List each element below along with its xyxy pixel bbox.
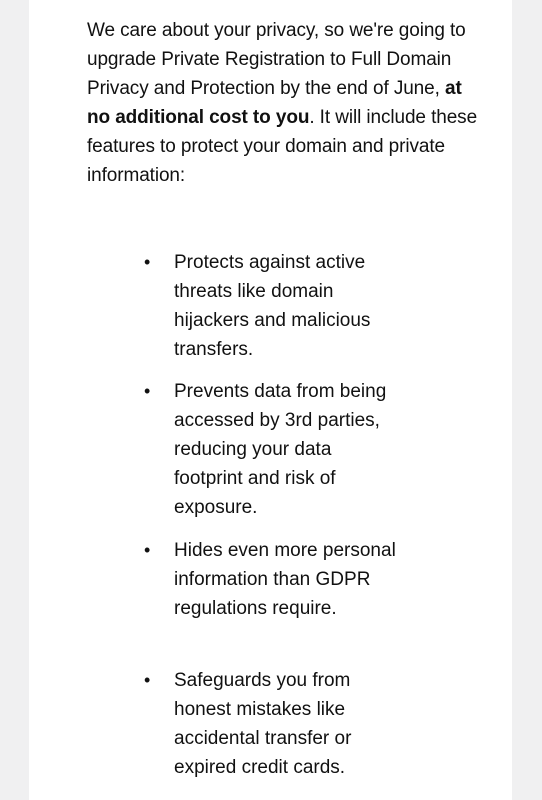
intro-text-end: . It will include these features to protect your domain and private information:	[87, 107, 478, 186]
intro-text-start: We care about your privacy, so we're going to upgrade Private Registration to Full Domain Privacy and Protection by the end of June,	[87, 20, 466, 99]
email-content	[29, 0, 512, 800]
privacy-upgrade-intro	[87, 16, 487, 190]
feature-description: Prevents data from being accessed by 3rd parties, reducing your data footprint and risk of exposure.	[174, 381, 387, 518]
bullet-icon: •	[144, 540, 151, 560]
feature-description: Protects against active threats like domain hijackers and malicious transfers.	[174, 252, 371, 360]
bullet-icon: •	[144, 381, 151, 401]
feature-description: Safeguards you from honest mistakes like accidental transfer or expired credit cards.	[174, 670, 352, 778]
bullet-icon: •	[144, 252, 151, 272]
no-additional-cost-emphasis: at no additional cost to you	[87, 78, 462, 128]
bullet-icon: •	[144, 670, 151, 690]
feature-description: Hides even more personal information than GDPR regulations require.	[174, 540, 396, 619]
